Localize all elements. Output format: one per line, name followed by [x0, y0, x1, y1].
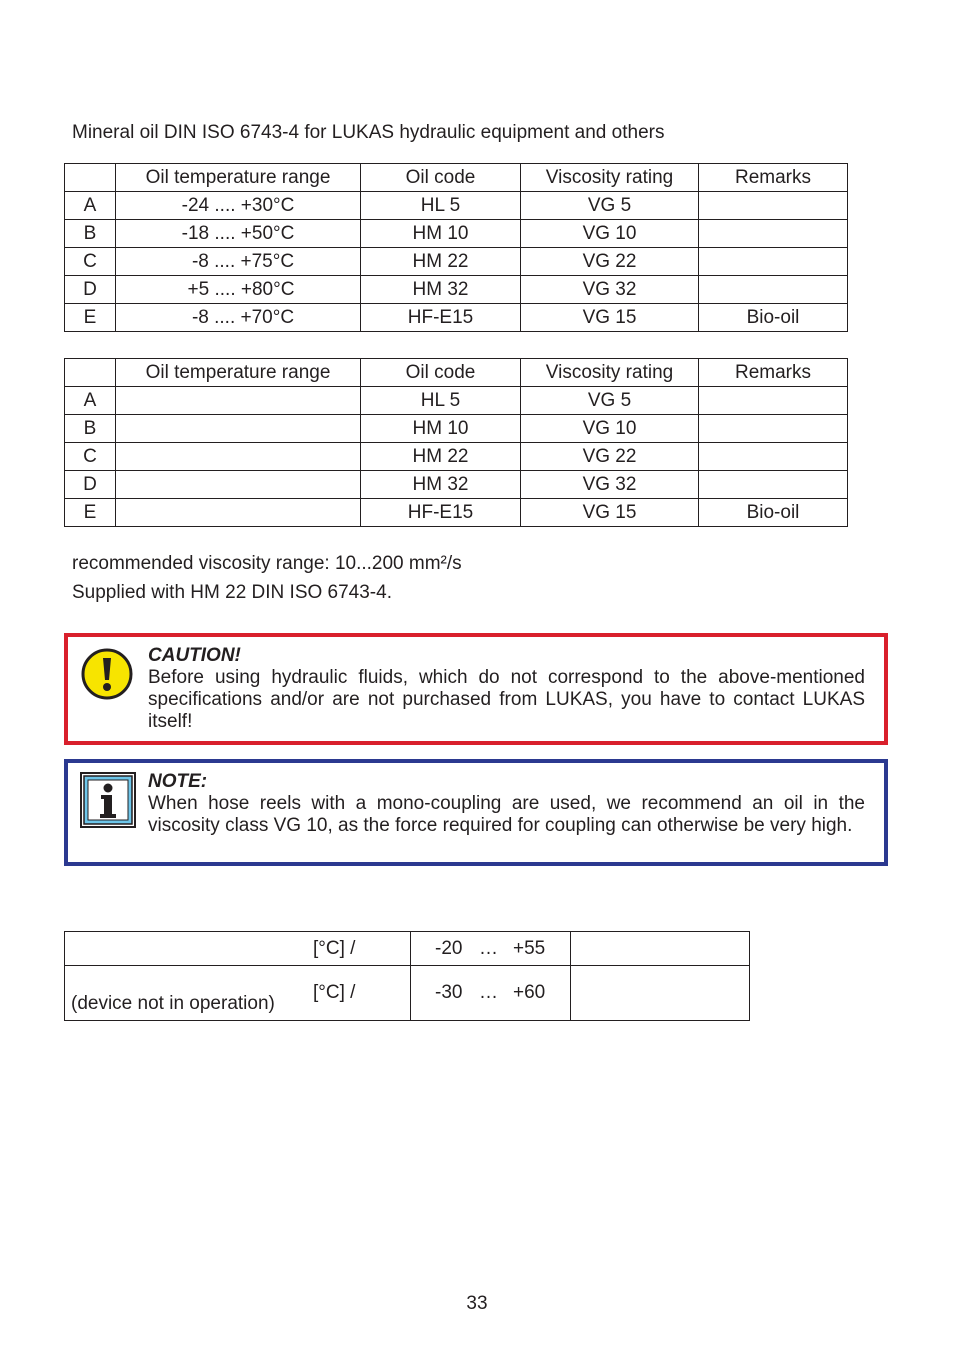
row-temp [116, 415, 361, 443]
row-remarks [699, 192, 848, 220]
table-header-row [65, 164, 848, 192]
table-row [65, 471, 848, 499]
ambient-temperature-table [64, 931, 750, 1021]
note-heading: NOTE: [148, 771, 208, 792]
row-code: HM 10 [361, 415, 521, 443]
row-code: HM 32 [361, 276, 521, 304]
header-id [65, 359, 116, 387]
table-row [65, 248, 848, 276]
row-remarks [699, 248, 848, 276]
header-viscosity: Viscosity rating [521, 164, 699, 192]
row-viscosity: VG 10 [521, 415, 699, 443]
ambient-range-cell [411, 932, 571, 966]
header-temp: Oil temperature range [116, 164, 361, 192]
row-remarks [699, 220, 848, 248]
row-remarks [699, 415, 848, 443]
info-icon [80, 772, 134, 826]
row-code: HM 10 [361, 220, 521, 248]
caution-heading: CAUTION! [148, 645, 241, 666]
supplied-with-text: Supplied with HM 22 DIN ISO 6743-4. [72, 582, 392, 603]
row-id: D [65, 471, 116, 499]
ambient-row1-unit: [°C] / [313, 938, 356, 959]
row-remarks [699, 276, 848, 304]
table-row [65, 192, 848, 220]
caution-body: Before using hydraulic fluids, which do not correspond to the above-mentioned specifications and/or are not purchased from LUKAS, you have to contact LUKAS itself! [148, 667, 865, 732]
ambient-row1-max: +55 [513, 938, 546, 959]
row-viscosity: VG 32 [521, 471, 699, 499]
ambient-row2-min: -30 [435, 982, 463, 1003]
ambient-row2-dots: … [479, 982, 498, 1003]
page-number: 33 [466, 1293, 488, 1314]
row-id: A [65, 387, 116, 415]
recommended-viscosity-text: recommended viscosity range: 10...200 mm²/s [72, 553, 462, 574]
note-body: When hose reels with a mono-coupling are used, we recommend an oil in the viscosity class VG 10, as the force required for coupling can otherwise be very high. [148, 793, 865, 836]
ambient-extra-cell [571, 932, 750, 966]
row-remarks: Bio-oil [699, 499, 848, 527]
row-id: B [65, 415, 116, 443]
row-temp: -24 .... +30°C [116, 192, 361, 220]
row-temp [116, 443, 361, 471]
ambient-row2-unit: [°C] / [313, 982, 356, 1003]
row-viscosity: VG 22 [521, 443, 699, 471]
header-code: Oil code [361, 164, 521, 192]
row-code: HM 22 [361, 443, 521, 471]
row-code: HM 32 [361, 471, 521, 499]
row-remarks [699, 443, 848, 471]
header-temp: Oil temperature range [116, 359, 361, 387]
row-id: C [65, 443, 116, 471]
table-row [65, 276, 848, 304]
row-viscosity: VG 22 [521, 248, 699, 276]
row-viscosity: VG 10 [521, 220, 699, 248]
row-code: HM 22 [361, 248, 521, 276]
row-remarks: Bio-oil [699, 304, 848, 332]
header-remarks: Remarks [699, 359, 848, 387]
header-viscosity: Viscosity rating [521, 359, 699, 387]
row-code: HL 5 [361, 192, 521, 220]
intro-text: Mineral oil DIN ISO 6743-4 for LUKAS hydraulic equipment and others [72, 122, 665, 143]
row-id: E [65, 304, 116, 332]
ambient-row2-label: (device not in operation) [71, 993, 275, 1014]
row-viscosity: VG 32 [521, 276, 699, 304]
row-temp: +5 .... +80°C [116, 276, 361, 304]
table-row [65, 966, 750, 1021]
table-row [65, 387, 848, 415]
note-box [64, 759, 888, 866]
table-row [65, 932, 750, 966]
oil-table-1 [64, 163, 848, 332]
row-temp [116, 499, 361, 527]
header-code: Oil code [361, 359, 521, 387]
row-code: HF-E15 [361, 304, 521, 332]
ambient-row1-min: -20 [435, 938, 463, 959]
ambient-row1-dots: … [479, 938, 498, 959]
table-row [65, 304, 848, 332]
row-code: HF-E15 [361, 499, 521, 527]
warning-exclamation-icon [80, 647, 134, 701]
row-temp: -18 .... +50°C [116, 220, 361, 248]
table-row [65, 499, 848, 527]
row-id: A [65, 192, 116, 220]
row-viscosity: VG 5 [521, 387, 699, 415]
oil-table-2 [64, 358, 848, 527]
ambient-row2-max: +60 [513, 982, 546, 1003]
row-viscosity: VG 5 [521, 192, 699, 220]
row-temp [116, 471, 361, 499]
row-temp: -8 .... +75°C [116, 248, 361, 276]
ambient-label-cell [65, 932, 411, 966]
row-id: C [65, 248, 116, 276]
row-id: D [65, 276, 116, 304]
row-id: B [65, 220, 116, 248]
table-row [65, 220, 848, 248]
row-temp [116, 387, 361, 415]
row-temp: -8 .... +70°C [116, 304, 361, 332]
row-viscosity: VG 15 [521, 499, 699, 527]
table-header-row [65, 359, 848, 387]
row-id: E [65, 499, 116, 527]
header-id [65, 164, 116, 192]
row-code: HL 5 [361, 387, 521, 415]
caution-box [64, 633, 888, 745]
row-viscosity: VG 15 [521, 304, 699, 332]
ambient-range-cell [411, 966, 571, 1021]
ambient-label-cell [65, 966, 411, 1021]
header-remarks: Remarks [699, 164, 848, 192]
table-row [65, 443, 848, 471]
ambient-extra-cell [571, 966, 750, 1021]
table-row [65, 415, 848, 443]
row-remarks [699, 387, 848, 415]
row-remarks [699, 471, 848, 499]
